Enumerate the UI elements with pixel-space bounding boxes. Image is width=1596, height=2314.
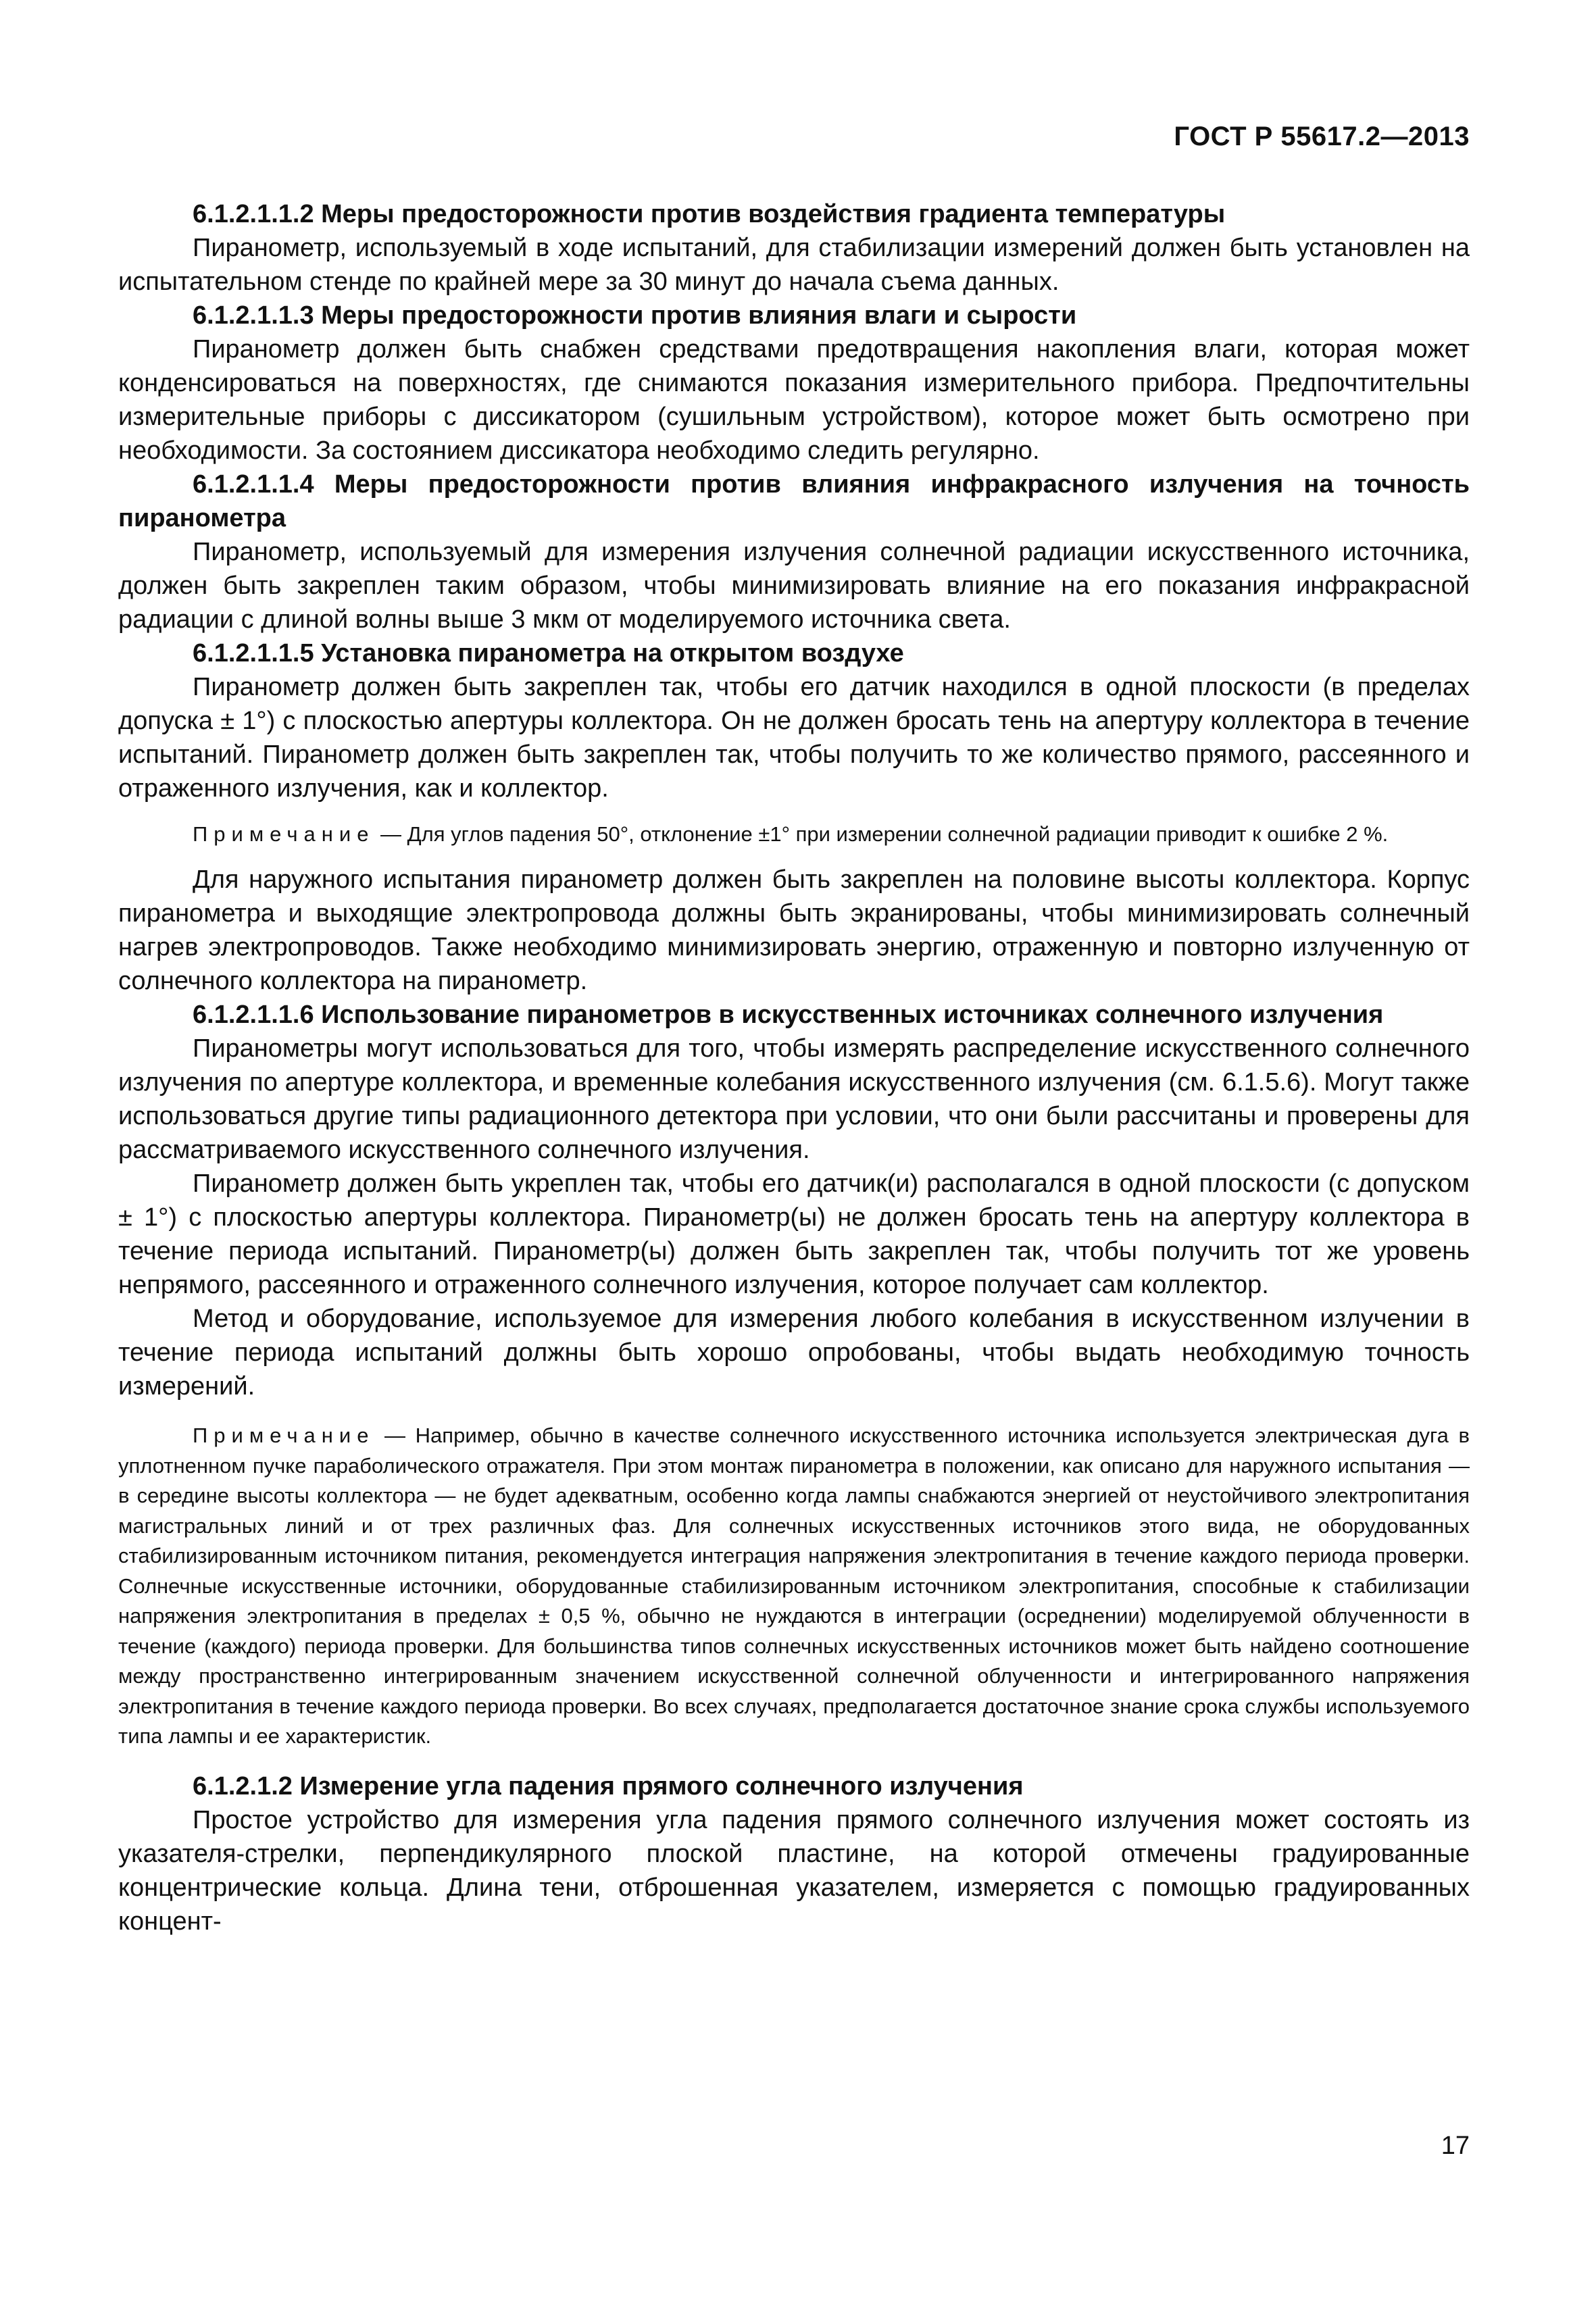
note-label: Примечание	[193, 822, 375, 846]
paragraph: Пиранометр должен быть закреплен так, чтобы его датчик находился в одной плоскости (в пределах допуска ± 1°) с плоскостью апертуры коллектора. Он не должен бросать тень на апертуру коллектора в течение испытаний. Пиранометр должен быть закреплен так, чтобы получить то же количество прямого, рассеянного и отраженного излучения, как и коллектор.	[118, 673, 1470, 803]
note-text: — Например, обычно в качестве солнечного искусственного источника используется электрическая дуга в уплотненном пучке параболического отражателя. При этом монтаж пиранометра в положении, как описано для наружного испытания — в середине высоты коллектора — не будет адекватным, особенно когда лампы снабжаются энергией от неустойчивого электропитания магистральных линий и от трех различных фаз. Для солнечных искусственных источников этого вида, не оборудованных стабилизированным источником питания, рекомендуется интеграция напряжения электропитания в течение каждого периода проверки. Солнечные искусственные источники, оборудованные стабилизированным источником электропитания, способные к стабилизации напряжения электропитания в пределах ± 0,5 %, обычно не нуждаются в интеграции (осреднении) моделируемой облученности в течение (каждого) периода проверки. Для большинства типов солнечных искусственных источников может быть найдено соотношение между пространственно интегрированным значением искусственной солнечной облученности и интегрированного напряжения электропитания в течение каждого периода проверки. Во всех случаях, предполагается достаточное знание срока службы используемого типа лампы и ее характеристик.	[118, 1424, 1470, 1748]
section-heading: 6.1.2.1.1.2 Меры предосторожности против воздействия градиента температуры	[193, 200, 1226, 228]
paragraph: Пиранометр должен быть снабжен средствами предотвращения накопления влаги, которая может конденсироваться на поверхностях, где снимаются показания измерительного прибора. Предпочтительны измерительные приборы с диссикатором (сушильным устройством), которое может быть осмотрено при необходимости. За состоянием диссикатора необходимо следить регулярно.	[118, 335, 1470, 465]
note-text: — Для углов падения 50°, отклонение ±1° при измерении солнечной радиации приводит к ошибке 2 %.	[374, 822, 1389, 846]
document-header: ГОСТ Р 55617.2—2013	[1174, 122, 1470, 151]
paragraph: Пиранометры могут использоваться для того, чтобы измерять распределение искусственного солнечного излучения по апертуре коллектора, и временные колебания искусственного излучения (см. 6.1.5.6). Могут также использоваться другие типы радиационного детектора при условии, что они были рассчитаны и проверены для рассматриваемого искусственного солнечного излучения.	[118, 1034, 1470, 1164]
document-body	[118, 197, 1470, 1938]
note-label: Примечание	[193, 1424, 375, 1447]
paragraph: Пиранометр должен быть укреплен так, чтобы его датчик(и) располагался в одной плоскости (с допуском ± 1°) с плоскостью апертуры коллектора. Пиранометр(ы) не должен бросать тень на апертуру коллектора в течение периода испытаний. Пиранометр(ы) должен быть закреплен так, чтобы получить тот же уровень непрямого, рассеянного и отраженного солнечного излучения, которое получает сам коллектор.	[118, 1169, 1470, 1299]
section-heading: 6.1.2.1.1.4 Меры предосторожности против влияния инфракрасного излучения на точность пиранометра	[118, 470, 1470, 532]
paragraph: Для наружного испытания пиранометр должен быть закреплен на половине высоты коллектора. Корпус пиранометра и выходящие электропровода должны быть экранированы, чтобы минимизировать солнечный нагрев электропроводов. Также необходимо минимизировать энергию, отраженную и повторно излученную от солнечного коллектора на пиранометр.	[118, 865, 1470, 995]
page-number: 17	[1441, 2132, 1470, 2160]
paragraph: Метод и оборудование, используемое для измерения любого колебания в искусственном излучении в течение периода испытаний должны быть хорошо опробованы, чтобы выдать необходимую точность измерений.	[118, 1305, 1470, 1401]
section-heading: 6.1.2.1.2 Измерение угла падения прямого солнечного излучения	[193, 1771, 1024, 1801]
section-heading: 6.1.2.1.1.6 Использование пиранометров в искусственных источниках солнечного излучения	[193, 1001, 1384, 1029]
note	[118, 819, 1470, 849]
paragraph: Пиранометр, используемый в ходе испытаний, для стабилизации измерений должен быть установлен на испытательном стенде по крайней мере за 30 минут до начала съема данных.	[118, 234, 1470, 296]
section-heading: 6.1.2.1.1.5 Установка пиранометра на открытом воздухе	[193, 639, 904, 668]
paragraph: Простое устройство для измерения угла падения прямого солнечного излучения может состоять из указателя-стрелки, перпендикулярного плоской пластине, на которой отмечены градуированные концентрические кольца. Длина тени, отброшенная указателем, измеряется с помощью градуированных концент-	[118, 1805, 1470, 1936]
document-page	[118, 0, 1470, 2314]
section-heading: 6.1.2.1.1.3 Меры предосторожности против влияния влаги и сырости	[193, 301, 1077, 330]
note	[118, 1421, 1470, 1752]
paragraph: Пиранометр, используемый для измерения излучения солнечной радиации искусственного источника, должен быть закреплен таким образом, чтобы минимизировать влияние на его показания инфракрасной радиации с длиной волны выше 3 мкм от моделируемого источника света.	[118, 538, 1470, 634]
